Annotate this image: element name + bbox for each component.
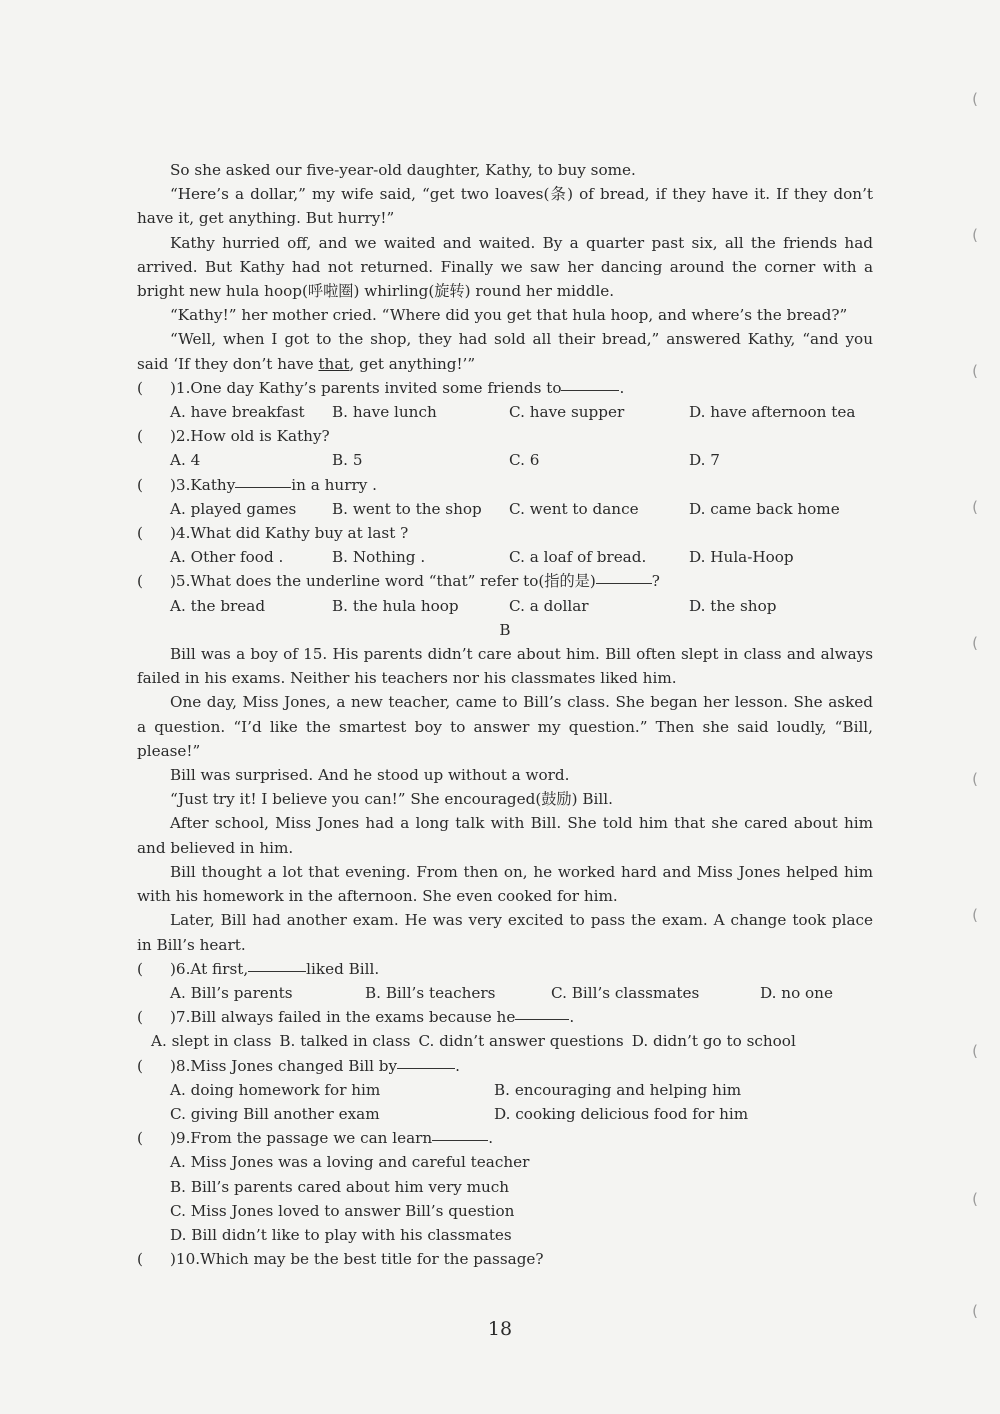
question-stem: At first, — [190, 959, 249, 978]
option-c[interactable]: C. Bill’s classmates — [551, 983, 700, 1002]
options-row — [170, 448, 873, 472]
question-8 — [137, 1054, 873, 1078]
question-6 — [137, 957, 873, 981]
question-9 — [137, 1126, 873, 1150]
question-2 — [137, 424, 873, 448]
question-number: )7. — [170, 1008, 191, 1027]
question-number: )5. — [170, 572, 191, 591]
question-number: )3. — [170, 475, 191, 494]
passage-b-paragraph: Bill thought a lot that evening. From then on, he worked hard and Miss Jones helped him with his homework in the afternoon. She even cooked for him. — [137, 862, 873, 906]
option-a[interactable]: A. doing homework for him — [170, 1080, 381, 1099]
option-a[interactable]: A. Miss Jones was a loving and careful teacher — [170, 1153, 530, 1172]
text-segment: “Well, when I got to the shop, they had sold all their bread,” answered Kathy, “and you said ‘If they don’t have — [137, 330, 873, 373]
answer-bracket[interactable]: ( — [137, 959, 143, 978]
question-stem: Kathy — [190, 475, 236, 494]
option-d[interactable]: D. no one — [760, 983, 833, 1002]
option-d[interactable]: D. Hula-Hoop — [689, 548, 794, 567]
option-d[interactable]: D. didn’t go to school — [631, 1032, 796, 1051]
question-stem-end: . — [455, 1056, 460, 1075]
options-row — [170, 400, 873, 424]
question-stem: One day Kathy’s parents invited some friends to — [190, 378, 562, 397]
option-b[interactable]: B. Bill’s teachers — [365, 983, 496, 1002]
option-d[interactable]: D. have afternoon tea — [689, 403, 856, 422]
question-stem-end: ? — [651, 572, 660, 591]
option-d[interactable]: D. Bill didn’t like to play with his classmates — [170, 1225, 512, 1244]
question-4 — [137, 521, 873, 545]
question-5 — [137, 569, 873, 593]
question-stem: Which may be the best title for the passage? — [200, 1250, 544, 1269]
text-segment: , get anything!’” — [349, 354, 476, 373]
question-stem: From the passage we can learn — [190, 1129, 433, 1148]
passage-a-paragraph: So she asked our five-year-old daughter, Kathy, to buy some. — [170, 161, 636, 179]
option-c[interactable]: C. a dollar — [509, 596, 589, 615]
margin-mark: ( — [972, 226, 978, 244]
question-stem: Miss Jones changed Bill by — [190, 1056, 398, 1075]
passage-b-paragraph: One day, Miss Jones, a new teacher, came to Bill’s class. She began her lesson. She asked a question. “I’d like the smartest boy to answer my question.” Then she said loudly, “Bill, please!” — [137, 693, 873, 760]
answer-bracket[interactable]: ( — [137, 475, 143, 494]
question-stem-end: in a hurry . — [291, 475, 377, 494]
options-row — [170, 594, 873, 618]
question-number: )9. — [170, 1129, 191, 1148]
question-stem: What did Kathy buy at last ? — [190, 524, 409, 543]
options-row — [170, 981, 873, 1005]
option-a[interactable]: A. played games — [170, 499, 297, 518]
question-stem-end: . — [619, 378, 625, 397]
answer-blank[interactable] — [397, 1054, 455, 1069]
answer-blank[interactable] — [515, 1005, 569, 1020]
answer-blank[interactable] — [248, 957, 306, 972]
option-a[interactable]: A. Other food . — [170, 548, 284, 567]
option-a[interactable]: A. Bill’s parents — [170, 983, 293, 1002]
option-b[interactable]: B. Nothing . — [332, 548, 426, 567]
option-d[interactable]: D. cooking delicious food for him — [494, 1104, 749, 1123]
answer-bracket[interactable]: ( — [137, 1250, 143, 1269]
question-1 — [137, 376, 873, 400]
option-b[interactable]: B. 5 — [332, 451, 363, 470]
passage-b-paragraph: Later, Bill had another exam. He was very excited to pass the exam. A change took place in Bill’s heart. — [137, 911, 873, 954]
option-b[interactable]: B. talked in class — [279, 1032, 411, 1051]
underlined-word: that — [318, 354, 350, 373]
question-number: )1. — [170, 378, 191, 397]
question-number: )2. — [170, 427, 191, 446]
option-d[interactable]: D. came back home — [689, 499, 840, 518]
passage-a-paragraph: “Kathy!” her mother cried. “Where did you get that hula hoop, and where’s the bread?” — [170, 306, 848, 325]
option-a[interactable]: A. have breakfast — [170, 403, 305, 422]
answer-blank[interactable] — [561, 376, 619, 391]
option-b[interactable]: B. Bill’s parents cared about him very much — [170, 1177, 510, 1196]
question-10 — [137, 1247, 873, 1271]
margin-mark: ( — [972, 1042, 978, 1060]
answer-bracket[interactable]: ( — [137, 572, 143, 591]
option-d[interactable]: D. the shop — [689, 596, 777, 615]
option-b[interactable]: B. have lunch — [332, 403, 437, 422]
question-7 — [137, 1005, 873, 1029]
passage-a-paragraph: “Here’s a dollar,” my wife said, “get two loaves(条) of bread, if they have it. If they don’t have it, get anything. But hurry!” — [137, 185, 873, 228]
margin-mark: ( — [972, 1190, 978, 1208]
options-row — [170, 545, 873, 569]
option-b[interactable]: B. the hula hoop — [332, 596, 459, 615]
question-number: )10. — [170, 1250, 201, 1269]
option-d[interactable]: D. 7 — [689, 451, 720, 470]
page-content — [137, 158, 873, 1271]
section-label: B — [499, 620, 511, 639]
passage-b-paragraph: Bill was surprised. And he stood up without a word. — [170, 766, 570, 785]
option-c[interactable]: C. 6 — [509, 451, 540, 470]
passage-b-paragraph: After school, Miss Jones had a long talk with Bill. She told him that she cared about him and believed in him. — [137, 814, 873, 857]
option-b[interactable]: B. went to the shop — [332, 499, 482, 518]
option-c[interactable]: C. giving Bill another exam — [170, 1104, 380, 1123]
option-c[interactable]: C. a loaf of bread. — [509, 548, 647, 567]
option-c[interactable]: C. Miss Jones loved to answer Bill’s question — [170, 1201, 515, 1220]
options-row — [151, 1029, 873, 1053]
margin-mark: ( — [972, 90, 978, 108]
question-number: )8. — [170, 1056, 191, 1075]
passage-a-paragraph — [137, 327, 873, 375]
answer-bracket[interactable]: ( — [137, 1008, 143, 1027]
options-row — [170, 1078, 873, 1102]
question-stem: How old is Kathy? — [190, 427, 330, 446]
passage-b-paragraph: Bill was a boy of 15. His parents didn’t care about him. Bill often slept in class and always failed in his exams. Neither his teachers nor his classmates liked him. — [137, 645, 873, 688]
question-stem-end: liked Bill. — [306, 959, 380, 978]
margin-mark: ( — [972, 1302, 978, 1320]
answer-bracket[interactable]: ( — [137, 524, 143, 543]
question-number: )4. — [170, 524, 191, 543]
margin-mark: ( — [972, 770, 978, 788]
question-3 — [137, 473, 873, 497]
option-a[interactable]: A. the bread — [170, 596, 266, 615]
options-row — [170, 1102, 873, 1126]
option-a[interactable]: A. 4 — [170, 451, 201, 470]
question-stem: Bill always failed in the exams because he — [190, 1008, 516, 1027]
question-number: )6. — [170, 959, 191, 978]
answer-bracket[interactable]: ( — [137, 427, 143, 446]
answer-bracket[interactable]: ( — [137, 1129, 143, 1148]
question-stem: What does the underline word “that” refer to(指的是) — [190, 572, 596, 591]
question-stem-end: . — [488, 1129, 494, 1148]
margin-mark: ( — [972, 634, 978, 652]
answer-bracket[interactable]: ( — [137, 378, 143, 397]
answer-bracket[interactable]: ( — [137, 1056, 143, 1075]
option-c[interactable]: C. didn’t answer questions — [418, 1032, 624, 1051]
margin-mark: ( — [972, 362, 978, 380]
option-c[interactable]: C. have supper — [509, 403, 625, 422]
option-c[interactable]: C. went to dance — [509, 499, 639, 518]
margin-mark: ( — [972, 906, 978, 924]
answer-blank[interactable] — [432, 1126, 488, 1141]
question-stem-end: . — [569, 1008, 575, 1027]
option-a[interactable]: A. slept in class — [151, 1032, 272, 1051]
margin-mark: ( — [972, 498, 978, 516]
answer-blank[interactable] — [235, 473, 291, 488]
option-b[interactable]: B. encouraging and helping him — [494, 1080, 742, 1099]
passage-a-paragraph: Kathy hurried off, and we waited and waited. By a quarter past six, all the friends had arrived. But Kathy had not returned. Finally we saw her dancing around the corner with a bright new hula hoop(呼啦圈) whirling(旋转) round her middle. — [137, 233, 873, 301]
page-number: 18 — [487, 1318, 513, 1340]
answer-blank[interactable] — [596, 569, 652, 584]
options-row — [170, 497, 873, 521]
passage-b-paragraph: “Just try it! I believe you can!” She encouraged(鼓励) Bill. — [170, 790, 613, 809]
